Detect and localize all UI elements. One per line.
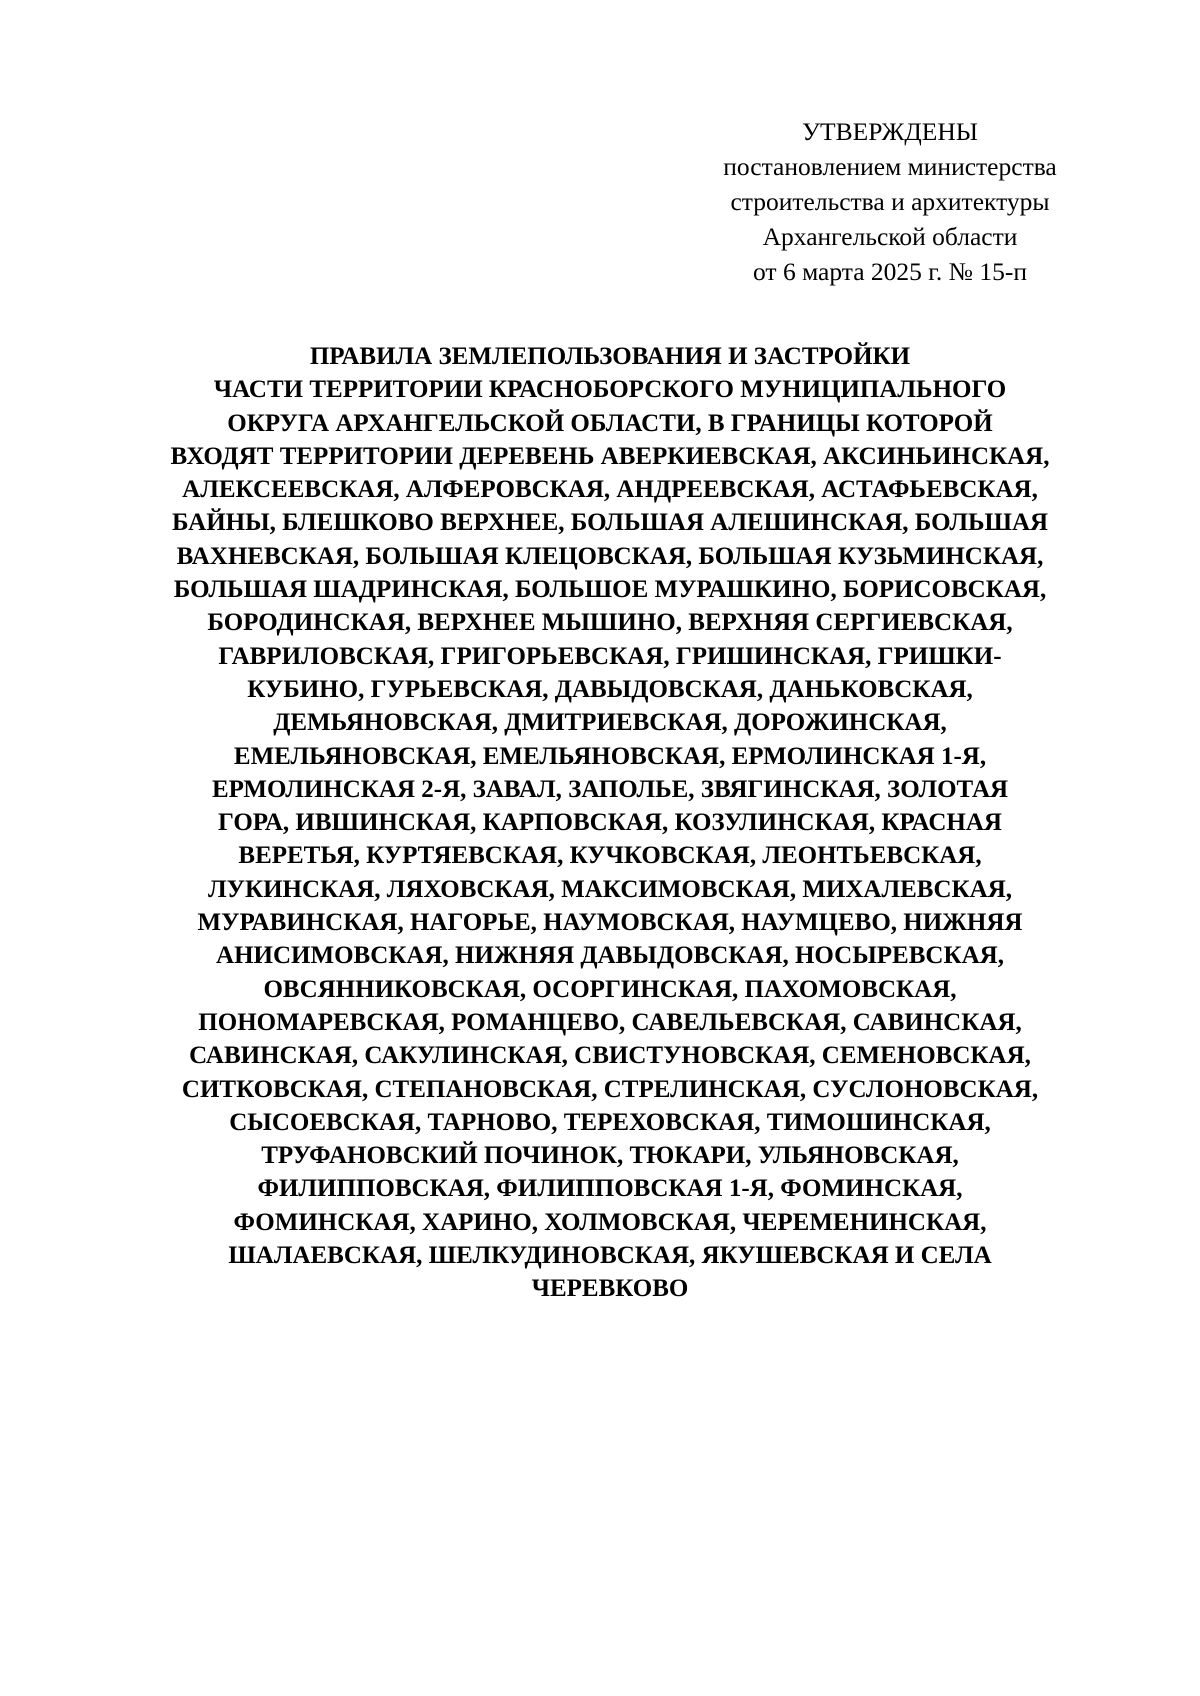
- title-line: АЛЕКСЕЕВСКАЯ, АЛФЕРОВСКАЯ, АНДРЕЕВСКАЯ, АСТАФЬЕВСКАЯ,: [182, 476, 1038, 504]
- title-line: ВХОДЯТ ТЕРРИТОРИИ ДЕРЕВЕНЬ АВЕРКИЕВСКАЯ, АКСИНЬИНСКАЯ,: [170, 442, 1050, 470]
- title-line: ЕМЕЛЬЯНОВСКАЯ, ЕМЕЛЬЯНОВСКАЯ, ЕРМОЛИНСКАЯ 1-Я,: [233, 742, 987, 770]
- title-line: ЧАСТИ ТЕРРИТОРИИ КРАСНОБОРСКОГО МУНИЦИПАЛЬНОГО: [213, 376, 1007, 404]
- approval-line: Архангельской области: [762, 222, 1018, 251]
- approval-heading: УТВЕРЖДЕНЫ: [802, 117, 978, 146]
- title-line: ВАХНЕВСКАЯ, БОЛЬШАЯ КЛЕЦОВСКАЯ, БОЛЬШАЯ КУЗЬМИНСКАЯ,: [176, 542, 1044, 570]
- title-line: ГОРА, ИВШИНСКАЯ, КАРПОВСКАЯ, КОЗУЛИНСКАЯ, КРАСНАЯ: [218, 809, 1002, 837]
- title-line: БОРОДИНСКАЯ, ВЕРХНЕЕ МЫШИНО, ВЕРХНЯЯ СЕРГИЕВСКАЯ,: [207, 609, 1013, 637]
- title-line: БАЙНЫ, БЛЕШКОВО ВЕРХНЕЕ, БОЛЬШАЯ АЛЕШИНСКАЯ, БОЛЬШАЯ: [171, 509, 1049, 537]
- title-line: МУРАВИНСКАЯ, НАГОРЬЕ, НАУМОВСКАЯ, НАУМЦЕВО, НИЖНЯЯ: [197, 909, 1023, 937]
- document-title: [110, 340, 1110, 1306]
- approval-stamp: [700, 114, 1080, 289]
- title-line: ЕРМОЛИНСКАЯ 2-Я, ЗАВАЛ, ЗАПОЛЬЕ, ЗВЯГИНСКАЯ, ЗОЛОТАЯ: [211, 775, 1009, 803]
- title-line: СИТКОВСКАЯ, СТЕПАНОВСКАЯ, СТРЕЛИНСКАЯ, СУСЛОНОВСКАЯ,: [181, 1075, 1039, 1103]
- title-line: ШАЛАЕВСКАЯ, ШЕЛКУДИНОВСКАЯ, ЯКУШЕВСКАЯ И СЕЛА: [228, 1242, 992, 1270]
- title-line: ЛУКИНСКАЯ, ЛЯХОВСКАЯ, МАКСИМОВСКАЯ, МИХАЛЕВСКАЯ,: [208, 875, 1012, 903]
- approval-line: строительства и архитектуры: [730, 187, 1050, 216]
- title-line: ФИЛИППОВСКАЯ, ФИЛИППОВСКАЯ 1-Я, ФОМИНСКАЯ,: [257, 1175, 963, 1203]
- title-line: ВЕРЕТЬЯ, КУРТЯЕВСКАЯ, КУЧКОВСКАЯ, ЛЕОНТЬЕВСКАЯ,: [238, 842, 982, 870]
- approval-line: постановлением министерства: [723, 152, 1057, 181]
- title-line: БОЛЬШАЯ ШАДРИНСКАЯ, БОЛЬШОЕ МУРАШКИНО, БОРИСОВСКАЯ,: [173, 576, 1047, 604]
- title-line: ЧЕРЕВКОВО: [531, 1275, 689, 1303]
- title-line: ПРАВИЛА ЗЕМЛЕПОЛЬЗОВАНИЯ И ЗАСТРОЙКИ: [309, 343, 911, 370]
- title-line: ТРУФАНОВСКИЙ ПОЧИНОК, ТЮКАРИ, УЛЬЯНОВСКАЯ,: [261, 1142, 959, 1170]
- title-line: КУБИНО, ГУРЬЕВСКАЯ, ДАВЫДОВСКАЯ, ДАНЬКОВСКАЯ,: [247, 675, 973, 703]
- title-line: АНИСИМОВСКАЯ, НИЖНЯЯ ДАВЫДОВСКАЯ, НОСЫРЕВСКАЯ,: [216, 942, 1004, 970]
- title-line: ДЕМЬЯНОВСКАЯ, ДМИТРИЕВСКАЯ, ДОРОЖИНСКАЯ,: [273, 709, 947, 737]
- title-line: ФОМИНСКАЯ, ХАРИНО, ХОЛМОВСКАЯ, ЧЕРЕМЕНИНСКАЯ,: [233, 1208, 987, 1236]
- title-line: ПОНОМАРЕВСКАЯ, РОМАНЦЕВО, САВЕЛЬЕВСКАЯ, САВИНСКАЯ,: [198, 1008, 1022, 1036]
- approval-date: от 6 марта 2025 г. № 15-п: [753, 257, 1027, 286]
- title-line: ОКРУГА АРХАНГЕЛЬСКОЙ ОБЛАСТИ, В ГРАНИЦЫ КОТОРОЙ: [227, 409, 993, 437]
- title-line: СЫСОЕВСКАЯ, ТАРНОВО, ТЕРЕХОВСКАЯ, ТИМОШИНСКАЯ,: [229, 1108, 991, 1136]
- title-line: САВИНСКАЯ, САКУЛИНСКАЯ, СВИСТУНОВСКАЯ, СЕМЕНОВСКАЯ,: [189, 1042, 1031, 1070]
- title-line: ОВСЯННИКОВСКАЯ, ОСОРГИНСКАЯ, ПАХОМОВСКАЯ,: [263, 975, 957, 1003]
- title-line: ГАВРИЛОВСКАЯ, ГРИГОРЬЕВСКАЯ, ГРИШИНСКАЯ, ГРИШКИ-: [218, 642, 1002, 670]
